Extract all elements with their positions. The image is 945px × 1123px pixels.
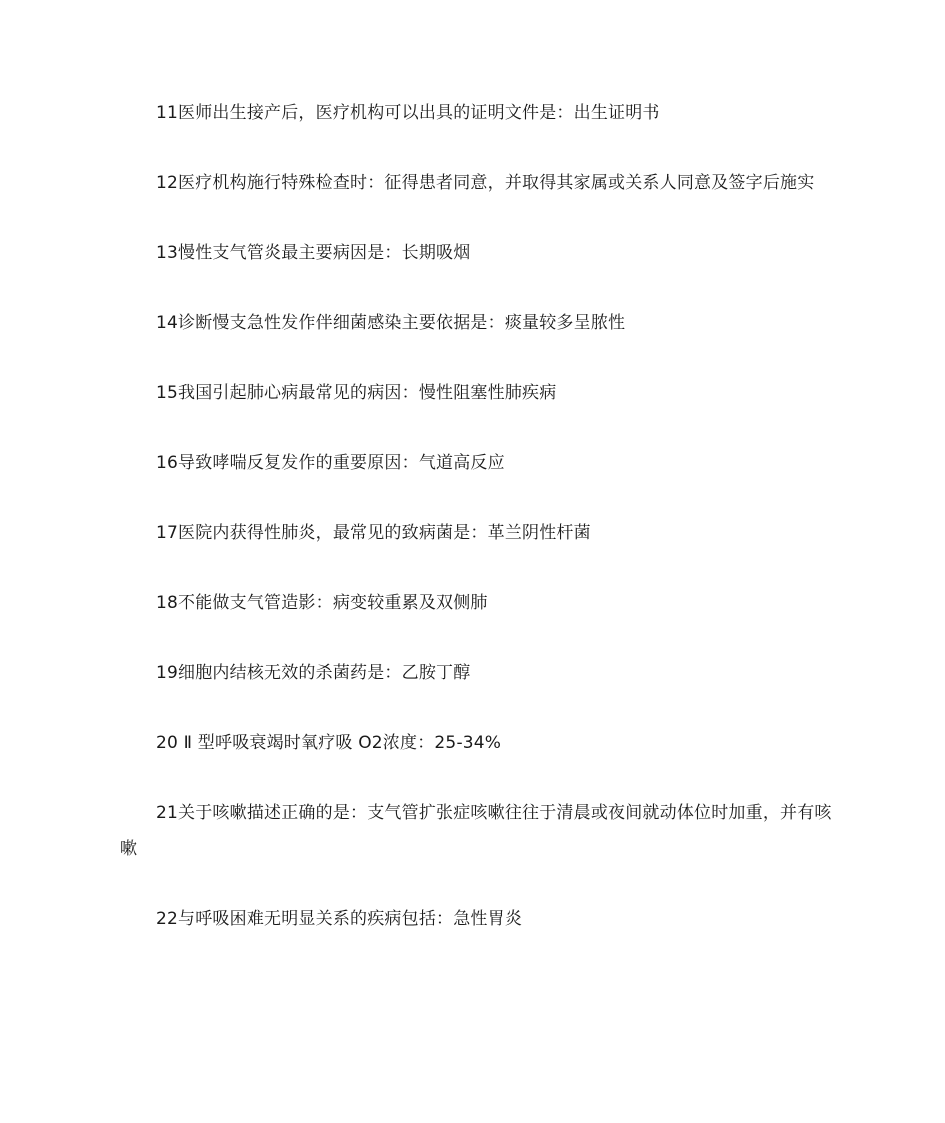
- list-item-11: 11医师出生接产后，医疗机构可以出具的证明文件是：出生证明书: [156, 103, 660, 123]
- list-item-14: 14诊断慢支急性发作伴细菌感染主要依据是：痰量较多呈脓性: [156, 313, 626, 333]
- list-item-16: 16导致哮喘反复发作的重要原因：气道高反应: [156, 453, 505, 473]
- question-list: [120, 95, 832, 971]
- list-item-18: 18不能做支气管造影：病变较重累及双侧肺: [156, 593, 488, 613]
- list-item-21: 21关于咳嗽描述正确的是：支气管扩张症咳嗽往往于清晨或夜间就动体位时加重，并有咳嗽: [120, 803, 832, 859]
- list-item-19: 19细胞内结核无效的杀菌药是：乙胺丁醇: [156, 663, 471, 683]
- list-item-17: 17医院内获得性肺炎，最常见的致病菌是：革兰阴性杆菌: [156, 523, 591, 543]
- list-item-20: 20 Ⅱ 型呼吸衰竭时氧疗吸 O2浓度：25-34%: [156, 733, 502, 753]
- list-item-15: 15我国引起肺心病最常见的病因：慢性阻塞性肺疾病: [156, 383, 557, 403]
- list-item-22: 22与呼吸困难无明显关系的疾病包括：急性胃炎: [156, 909, 523, 929]
- list-item-12: 12医疗机构施行特殊检查时：征得患者同意，并取得其家属或关系人同意及签字后施实: [156, 173, 815, 193]
- list-item-13: 13慢性支气管炎最主要病因是：长期吸烟: [156, 243, 471, 263]
